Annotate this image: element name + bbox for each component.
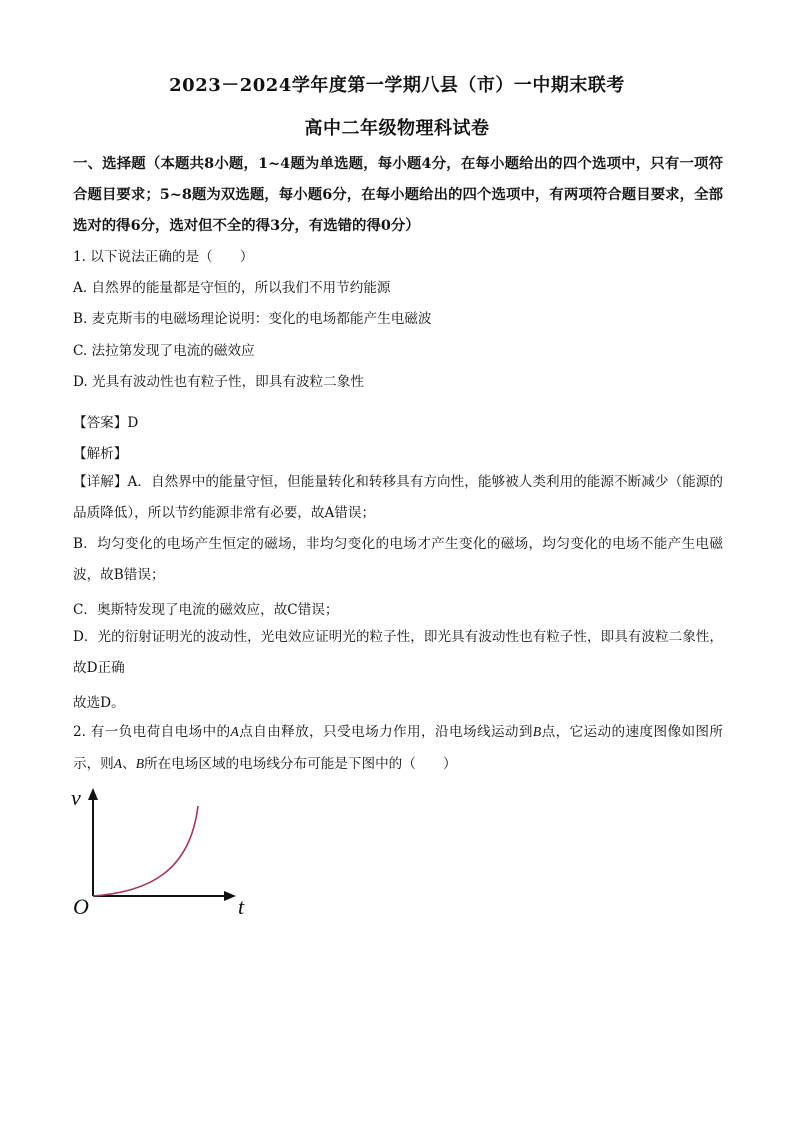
velocity-curve <box>93 806 198 896</box>
x-axis-label: t <box>238 894 245 919</box>
question-1-option-a: A. 自然界的能量都是守恒的，所以我们不用节约能源 <box>73 280 391 296</box>
detail-a-text: A．自然界中的能量守恒，但能量转化和转移具有方向性，能够被人类利用的能源不断减少（能源的品质降低），所以节约能源非常有必要，故A错误； <box>73 474 723 521</box>
question-1-option-c: C. 法拉第发现了电流的磁效应 <box>73 343 255 359</box>
section-instructions: 一、选择题（本题共8小题，1~4题为单选题，每小题4分，在每小题给出的四个选项中，只有一项符合题目要求；5~8题为双选题，每小题6分，在每小题给出的四个选项中，有两项符合题目要求，全部选对的得6分，选对但不全的得3分，有选错的得0分） <box>73 155 723 234</box>
detail-option-c: C．奥斯特发现了电流的磁效应，故C错误； <box>73 602 339 618</box>
point-a-label: A <box>230 724 239 739</box>
detail-option-a <box>73 467 723 529</box>
conclusion: 故选D。 <box>73 695 125 711</box>
answer-tag: 【答案】 <box>73 415 128 431</box>
question-1-option-d: D. 光具有波动性也有粒子性，即具有波粒二象性 <box>73 374 364 390</box>
detail-option-d: D．光的衍射证明光的波动性，光电效应证明光的粒子性，即光具有波动性也有粒子性，即具有波粒二象性，故D正确 <box>73 629 723 676</box>
question-1-stem: 1. 以下说法正确的是（ ） <box>73 249 254 265</box>
vt-graph-svg <box>68 780 258 920</box>
q2-stem-part3: 点，它运动的速度图像如图所示，则 <box>73 724 724 772</box>
y-axis-arrow <box>88 788 98 800</box>
question-2-stem <box>73 716 723 780</box>
y-axis-label: v <box>71 785 81 810</box>
exam-subtitle: 高中二年级物理科试卷 <box>304 118 490 139</box>
detail-option-b: B．均匀变化的电场产生恒定的磁场，非均匀变化的电场才产生变化的磁场，均匀变化的电场不能产生电磁波，故B错误； <box>73 536 723 583</box>
point-b-label: B <box>532 724 542 739</box>
exam-title: 2023－2024学年度第一学期八县（市）一中期末联考 <box>169 75 625 96</box>
answer-value: D <box>127 415 139 431</box>
q2-stem-separator: 、 <box>122 756 136 772</box>
question-1-option-b: B. 麦克斯韦的电磁场理论说明：变化的电场都能产生电磁波 <box>73 311 432 327</box>
detail-tag: 【详解】 <box>73 474 128 490</box>
x-axis-arrow <box>224 891 236 901</box>
q2-stem-part4: 所在电场区域的电场线分布可能是下图中的（ ） <box>144 756 457 772</box>
answer-line <box>73 411 138 431</box>
q2-stem-part1: 2. 有一负电荷自电场中的 <box>73 724 231 740</box>
q2-stem-part2: 点自由释放，只受电场力作用，沿电场线运动到 <box>238 724 533 740</box>
analysis-tag: 【解析】 <box>73 446 128 462</box>
velocity-time-graph <box>68 780 258 920</box>
origin-label: O <box>73 894 89 919</box>
point-b-label: B <box>135 756 144 771</box>
point-a-label: A <box>113 756 123 771</box>
